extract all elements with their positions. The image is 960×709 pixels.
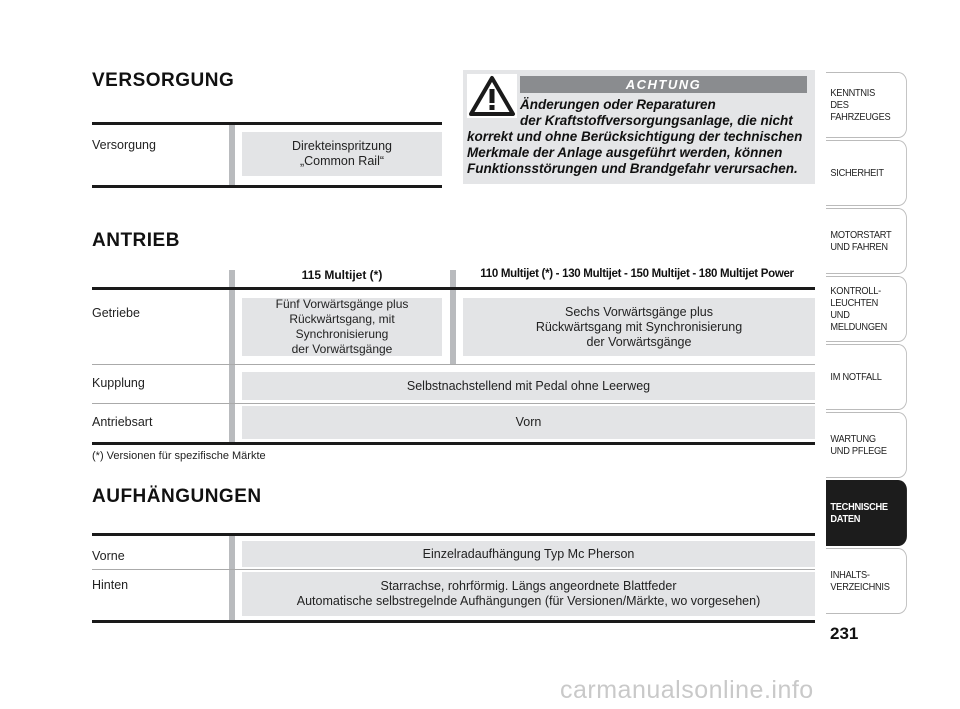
- divider: [92, 364, 815, 365]
- warning-line-1: Änderungen oder Reparaturen: [520, 97, 716, 112]
- divider: [92, 403, 815, 404]
- divider: [92, 569, 815, 570]
- side-tab-0[interactable]: [826, 72, 907, 138]
- side-tab-2[interactable]: [826, 208, 907, 274]
- side-tab-label: WARTUNG UND PFLEGE: [830, 433, 887, 457]
- footnote: (*) Versionen für spezifische Märkte: [92, 450, 266, 462]
- column-header-other-multijet: 110 Multijet (*) - 130 Multijet - 150 Multijet - 180 Multijet Power: [480, 268, 794, 280]
- divider: [92, 533, 815, 536]
- value-vorne: Einzelradaufhängung Typ Mc Pherson: [242, 541, 815, 567]
- warning-text: korrekt und ohne Berücksichtigung der technischen Merkmale der Anlage ausgeführt werden, können Funktionsstörungen und Brandgefahr verursachen.: [467, 129, 803, 176]
- side-tab-label: KENNTNIS DES FAHRZEUGES: [830, 87, 891, 123]
- page-number: 231: [830, 624, 859, 643]
- divider: [92, 122, 442, 125]
- column-marker: [229, 536, 235, 621]
- column-marker: [229, 125, 235, 185]
- value-kupplung: Selbstnachstellend mit Pedal ohne Leerweg: [242, 372, 815, 400]
- row-label-kupplung: Kupplung: [92, 376, 145, 390]
- section-title-aufhaengungen: AUFHÄNGUNGEN: [92, 486, 262, 507]
- side-tab-label: KONTROLL- LEUCHTEN UND MELDUNGEN: [830, 285, 888, 333]
- divider: [92, 442, 815, 445]
- side-tab-5[interactable]: [826, 412, 907, 478]
- side-tab-1[interactable]: [826, 140, 907, 206]
- side-tab-6[interactable]: [826, 480, 907, 546]
- warning-title: ACHTUNG: [520, 76, 807, 93]
- row-label-getriebe: Getriebe: [92, 306, 140, 320]
- warning-box: [463, 70, 815, 184]
- warning-line-2: der Kraftstoffversorgungsanlage, die nicht: [520, 113, 793, 128]
- side-tab-7[interactable]: [826, 548, 907, 614]
- side-tab-label: TECHNISCHE DATEN: [830, 501, 888, 525]
- value-getriebe-col2: Sechs Vorwärtsgänge plus Rückwärtsgang mit Synchronisierung der Vorwärtsgänge: [463, 298, 815, 356]
- row-label-antriebsart: Antriebsart: [92, 415, 153, 429]
- side-tab-4[interactable]: [826, 344, 907, 410]
- side-tab-label: MOTORSTART UND FAHREN: [830, 229, 892, 253]
- row-label-versorgung: Versorgung: [92, 138, 156, 152]
- watermark: carmanualsonline.info: [560, 676, 814, 704]
- column-marker: [229, 270, 235, 443]
- warning-triangle-icon: [467, 74, 517, 118]
- section-title-versorgung: VERSORGUNG: [92, 70, 235, 91]
- side-tab-label: SICHERHEIT: [830, 167, 884, 179]
- value-versorgung: Direkteinspritzung „Common Rail“: [242, 132, 442, 176]
- row-label-hinten: Hinten: [92, 578, 129, 592]
- value-antriebsart: Vorn: [242, 406, 815, 439]
- divider: [92, 185, 442, 188]
- divider: [92, 287, 815, 290]
- value-hinten: Starrachse, rohrförmig. Längs angeordnete Blattfeder Automatische selbstregelnde Aufhängungen (für Versionen/Märkte, wo vorgesehen): [242, 572, 815, 616]
- value-getriebe-col1: Fünf Vorwärtsgänge plus Rückwärtsgang, mit Synchronisierung der Vorwärtsgänge: [242, 298, 442, 356]
- row-label-vorne: Vorne: [92, 549, 125, 563]
- divider: [92, 620, 815, 623]
- side-tab-label: IM NOTFALL: [830, 371, 882, 383]
- side-tab-label: INHALTS- VERZEICHNIS: [830, 569, 890, 593]
- section-title-antrieb: ANTRIEB: [92, 230, 180, 251]
- column-marker: [450, 270, 456, 365]
- side-tab-3[interactable]: [826, 276, 907, 342]
- column-header-115-multijet: 115 Multijet (*): [301, 268, 383, 282]
